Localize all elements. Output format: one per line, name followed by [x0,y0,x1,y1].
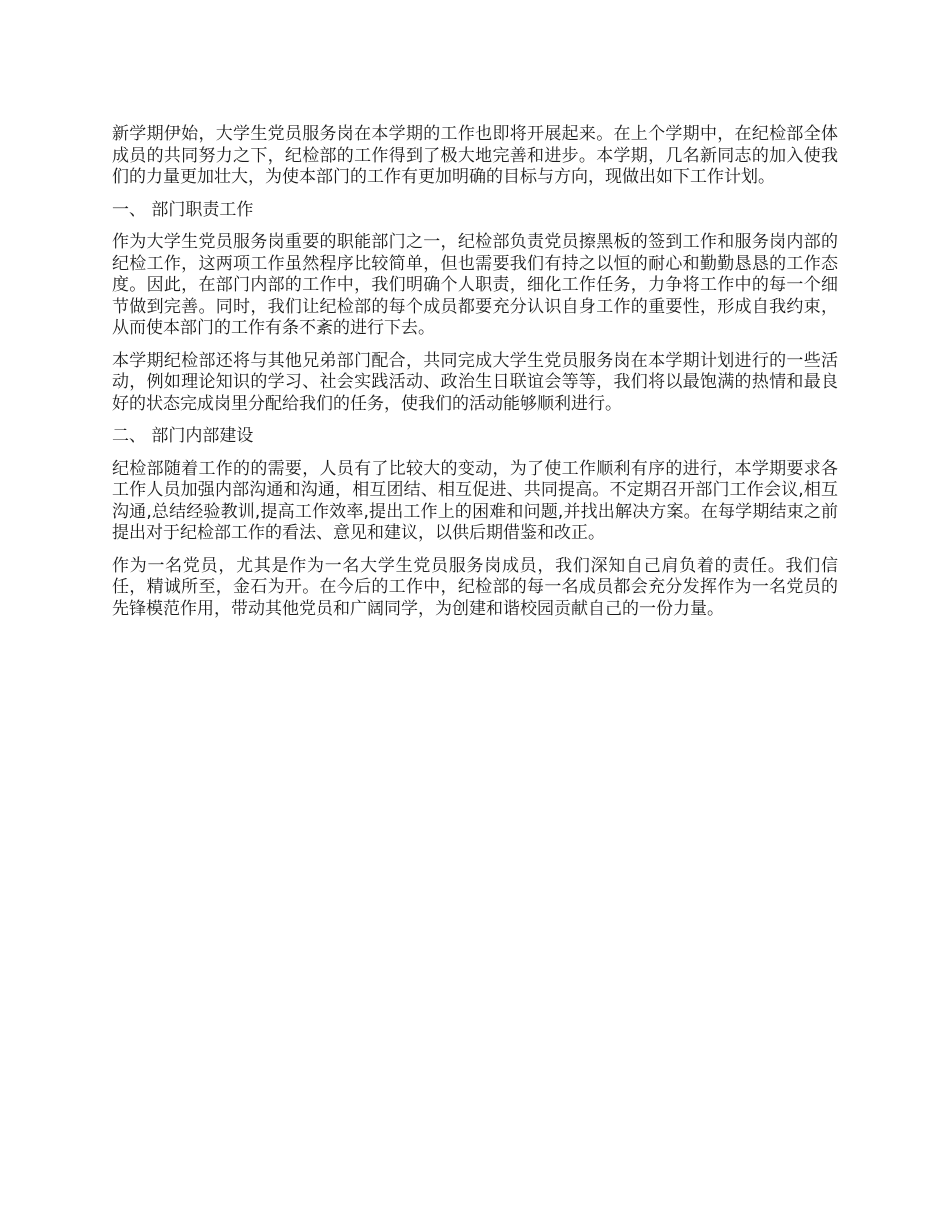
section-2-paragraph-1: 纪检部随着工作的的需要，人员有了比较大的变动，为了使工作顺利有序的进行，本学期要求各工作人员加强内部沟通和沟通，相互团结、相互促进、共同提高。不定期召开部门工作会议,相互沟通,总结经验教训,提高工作效率,提出工作上的困难和问题,并找出解决方案。在每学期结束之前提出对于纪检部工作的看法、意见和建议，以供后期借鉴和改正。 [112,458,838,543]
section-2-paragraph-2: 作为一名党员，尤其是作为一名大学生党员服务岗成员，我们深知自己肩负着的责任。我们信任，精诚所至，金石为开。在今后的工作中，纪检部的每一名成员都会充分发挥作为一名党员的先锋模范作用，带动其他党员和广阔同学，为创建和谐校园贡献自己的一份力量。 [112,555,838,619]
section-1-heading: 一、 部门职责工作 [112,199,254,220]
section-1-paragraph-1: 作为大学生党员服务岗重要的职能部门之一，纪检部负责党员擦黑板的签到工作和服务岗内部的纪检工作，这两项工作虽然程序比较简单，但也需要我们有持之以恒的耐心和勤勤恳恳的工作态度。因此，在部门内部的工作中，我们明确个人职责，细化工作任务，力争将工作中的每一个细节做到完善。同时，我们让纪检部的每个成员都要充分认识自身工作的重要性，形成自我约束，从而使本部门的工作有条不紊的进行下去。 [112,232,838,338]
section-2-heading: 二、 部门内部建设 [112,426,254,446]
document-body [112,124,838,631]
section-1-paragraph-2: 本学期纪检部还将与其他兄弟部门配合，共同完成大学生党员服务岗在本学期计划进行的一些活动，例如理论知识的学习、社会实践活动、政治生日联谊会等等，我们将以最饱满的热情和最良好的状态完成岗里分配给我们的任务，使我们的活动能够顺利进行。 [112,350,838,414]
intro-paragraph: 新学期伊始，大学生党员服务岗在本学期的工作也即将开展起来。在上个学期中，在纪检部全体成员的共同努力之下，纪检部的工作得到了极大地完善和进步。本学期，几名新同志的加入使我们的力量更加壮大，为使本部门的工作有更加明确的目标与方向，现做出如下工作计划。 [112,124,838,187]
